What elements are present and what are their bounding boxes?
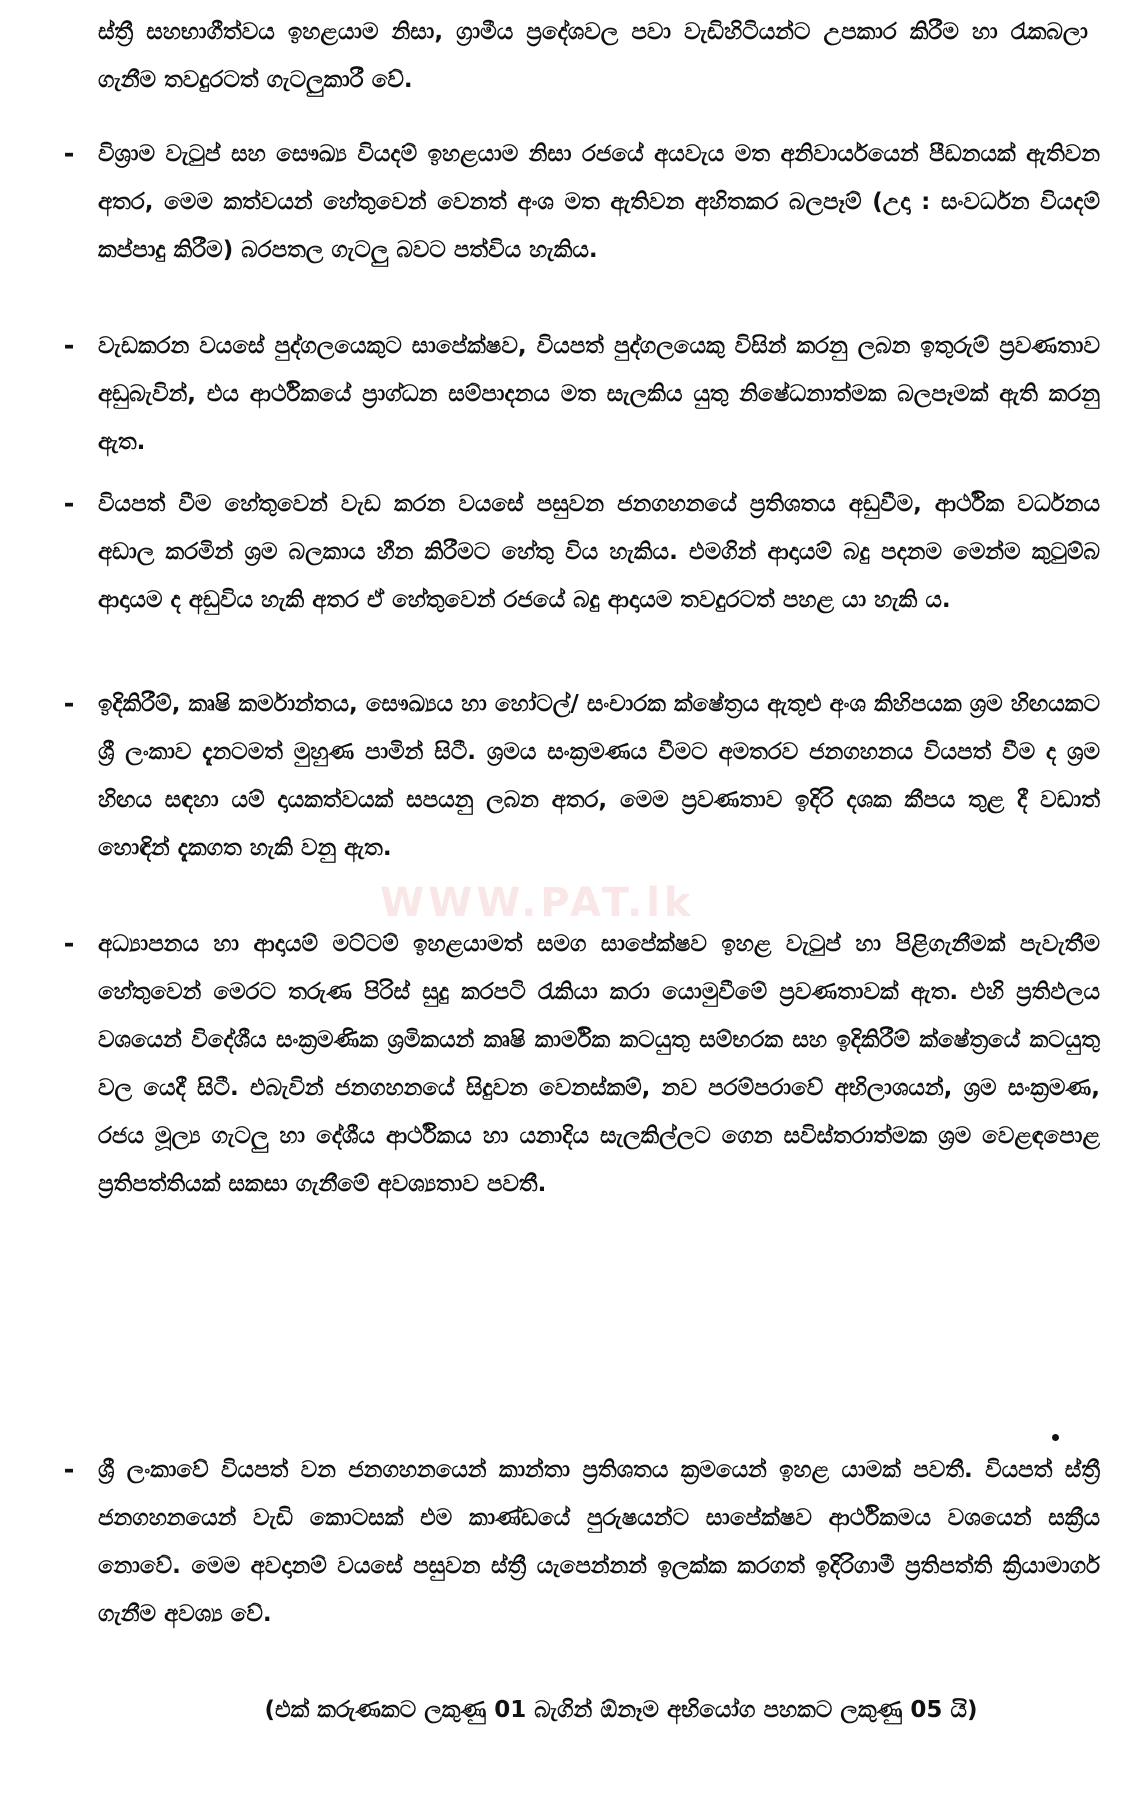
bullet-dash: - <box>63 331 75 361</box>
paragraph-text: ඉදිකිරීම්, කෘෂි කර්මාන්තය, සෞඛ්‍යය හා හෝටල්/ සංචාරක ක්ෂේත්‍රය ඇතුළු අංශ කිහිපයක ශ්‍රම හිඟයකට ශ්‍රී ලංකාව දැනටමත් මුහුණ පාමින් සිටී. ශ්‍රමය සංක්‍රමණය වීමට අමතරව ජනගහනය වියපත් වීම ද ශ්‍රම හිඟය සඳහා යම් දායකත්වයක් සපයනු ලබන අතර, මෙම ප්‍රවණතාව ඉදිරි දශක කීපය තුළ දී වඩාත් හොඳින් දැකගත හැකි වනු ඇත. <box>98 691 1100 861</box>
bullet-dash: - <box>63 929 75 959</box>
bullet-paragraph-5 <box>50 920 1100 1208</box>
bullet-dash: - <box>63 1455 75 1485</box>
paragraph-text: විශ්‍රාම වැටුප් සහ සෞඛ්‍ය වියදම් ඉහළයාම නිසා රජයේ අයවැය මත අනිවාර්යයෙන් පීඩනයක් ඇතිවන අතර, මෙම කත්වයන් හේතුවෙන් වෙනත් අංශ මත ඇතිවන අහිතකර බලපෑම් (උදා : සංවර්ධන වියදම් කප්පාදු කිරීම) බරපතල ගැටලු බවට පත්විය හැකිය. <box>98 141 1100 263</box>
bullet-paragraph-6 <box>50 1446 1100 1638</box>
site-watermark: WWW.PAT.lk <box>380 880 695 926</box>
bullet-dash: - <box>63 689 75 719</box>
paragraph-text: ශ්‍රී ලංකාවේ වියපත් වන ජනගහනයෙන් කාන්තා ප්‍රතිශතය ක්‍රමයෙන් ඉහළ යාමක් පවතී. වියපත් ස්ත්‍රී ජනගහනයෙන් වැඩි කොටසක් එම කාණ්ඩයේ පුරුෂයන්ට සාපේක්ෂව ආර්ථිකමය වශයෙන් සක්‍රීය නොවේ. මෙම අවදානම් වයසේ පසුවන ස්ත්‍රී යැපෙන්නන් ඉලක්ක කරගත් ඉදිරිගාමී ප්‍රතිපත්ති ක්‍රියාමාර්ග ගැනීම අවශ්‍ය වේ. <box>98 1457 1100 1627</box>
bullet-paragraph-3 <box>50 480 1100 624</box>
paragraph-text: අධ්‍යාපනය හා ආදායම් මට්ටම් ඉහළයාමත් සමග සාපේක්ෂව ඉහළ වැටුප් හා පිළිගැනීමක් පැවැතීම හේතුවෙන් මෙරට තරුණ පිරිස් සුදු කරපටි රැකියා කරා යොමුවීමේ ප්‍රවණතාවක් ඇත. එහි ප්‍රතිඵලය වශයෙන් විදේශීය සංක්‍රමණික ශ්‍රමිකයන් කෘෂි කාර්මික කටයුතු සම්භරක සහ ඉදිකිරීම් ක්ෂේත්‍රයේ කටයුතු වල යෙදී සිටී. එබැවින් ජනගහනයේ සිදුවන වෙනස්කම්, නව පරම්පරාවේ අභිලාශයන්, ශ්‍රම සංක්‍රමණ, රජය මූල්‍ය ගැටලු හා දේශීය ආර්ථිකය හා යනාදිය සැලකිල්ලට ගෙන සවිස්තරාත්මක ශ්‍රම වෙළඳපොළ ප්‍රතිපත්තියක් සකසා ගැනීමේ අවශ්‍යතාව පවතී. <box>98 931 1100 1197</box>
ink-dot <box>1052 1434 1059 1441</box>
marks-allocation-note: (එක් කරුණකට ලකුණු 01 බැගින් ඕනෑම අභියෝග පහකට ලකුණු 05 යි) <box>264 1697 978 1723</box>
paragraph-text: වැඩකරන වයසේ පුද්ගලයෙකුට සාපේක්ෂව, වියපත් පුද්ගලයෙකු විසින් කරනු ලබන ඉතුරුම් ප්‍රවණතාව අඩුබැවින්, එය ආර්ථිකයේ ප්‍රාග්ධන සම්පාදනය මත සැලකිය යුතු නිෂේධනාත්මක බලපෑමක් ඇති කරනු ඇත. <box>98 333 1100 455</box>
bullet-paragraph-4 <box>50 680 1100 872</box>
bullet-paragraph-2 <box>50 322 1100 466</box>
bullet-dash: - <box>63 489 75 519</box>
paragraph-text: වියපත් වීම හේතුවෙන් වැඩ කරන වයසේ පසුවන ජනගහනයේ ප්‍රතිශතය අඩුවීම, ආර්ථික වර්ධනය අඩාල කරමින් ශ්‍රම බලකාය හීන කිරීමට හේතු විය හැකිය. එමගින් ආදායම් බදු පදනම මෙන්ම කුටුම්බ ආදායම ද අඩුවිය හැකි අතර ඒ හේතුවෙන් රජයේ බදු ආදායම තවදුරටත් පහළ යා හැකි ය. <box>98 491 1100 613</box>
bullet-paragraph-1 <box>50 130 1100 274</box>
intro-paragraph: ස්ත්‍රී සහභාගීත්වය ඉහළයාම නිසා, ග්‍රාමීය ප්‍රදේශවල පවා වැඩිහිටියන්ට උපකාර කිරීම හා රැකබලා ගැනීම තවදුරටත් ගැටලුකාරී වේ. <box>98 19 1088 93</box>
bullet-dash: - <box>63 139 75 169</box>
